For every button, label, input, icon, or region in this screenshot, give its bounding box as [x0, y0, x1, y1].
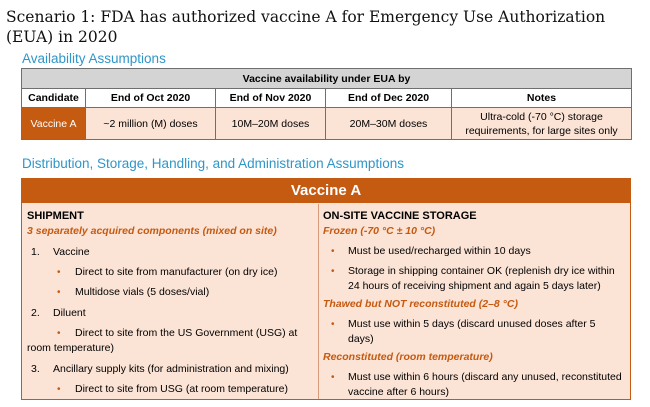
shipment-item-ancillary-kits [27, 362, 312, 377]
bullet-icon: • [331, 319, 335, 330]
item-label: Ancillary supply kits (for administration and mixing) [53, 363, 289, 375]
bullet-text: Direct to site from the US Government (USG) at room temperature) [27, 327, 298, 354]
availability-heading: Availability Assumptions [22, 51, 166, 66]
vaccine-a-box [21, 178, 631, 400]
bullet-text: Multidose vials (5 doses/vial) [75, 286, 210, 298]
bullet-text: Must use within 6 hours (discard any unused, reconstituted vaccine after 6 hours) [348, 371, 622, 398]
storage-title: ON-SITE VACCINE STORAGE [323, 210, 477, 222]
bullet-text: Direct to site from USG (at room temperature) [75, 383, 288, 395]
list-item [323, 264, 624, 294]
table-row [22, 108, 632, 140]
bullet-icon: • [57, 267, 61, 278]
list-item [323, 317, 624, 347]
availability-table [21, 68, 632, 140]
candidate-cell: Vaccine A [22, 108, 86, 140]
column-header-candidate: Candidate [22, 89, 86, 108]
bullet-icon: • [57, 384, 61, 395]
list-item [323, 244, 624, 259]
bullet-icon: • [57, 328, 61, 339]
item-label: Vaccine [53, 246, 90, 258]
column-header-oct: End of Oct 2020 [86, 89, 216, 108]
availability-span-header: Vaccine availability under EUA by [22, 69, 632, 89]
shipment-column [22, 204, 319, 399]
bullet-text: Direct to site from manufacturer (on dry ice) [75, 266, 278, 278]
storage-group-reconstituted: Reconstituted (room temperature) [323, 351, 493, 363]
page-title: Scenario 1: FDA has authorized vaccine A for Emergency Use Authorization (EUA) in 2020 [6, 8, 606, 46]
distribution-heading: Distribution, Storage, Handling, and Administration Assumptions [22, 156, 404, 171]
list-item [27, 265, 312, 280]
notes-cell: Ultra-cold (-70 °C) storage requirements, for large sites only [452, 108, 632, 140]
list-item [27, 326, 312, 356]
column-header-notes: Notes [452, 89, 632, 108]
list-item [323, 370, 624, 400]
bullet-icon: • [57, 287, 61, 298]
shipment-title: SHIPMENT [27, 210, 84, 222]
shipment-subtitle: 3 separately acquired components (mixed on site) [27, 225, 277, 237]
item-label: Diluent [53, 307, 86, 319]
nov-cell: 10M–20M doses [216, 108, 326, 140]
storage-column [319, 204, 630, 399]
item-number: 3. [31, 363, 40, 375]
shipment-item-diluent [27, 306, 312, 321]
column-header-nov: End of Nov 2020 [216, 89, 326, 108]
column-header-dec: End of Dec 2020 [326, 89, 452, 108]
vaccine-a-box-title: Vaccine A [22, 179, 630, 203]
bullet-text: Must be used/recharged within 10 days [348, 245, 531, 257]
bullet-text: Must use within 5 days (discard unused doses after 5 days) [348, 318, 596, 345]
dec-cell: 20M–30M doses [326, 108, 452, 140]
storage-group-thawed: Thawed but NOT reconstituted (2–8 °C) [323, 298, 518, 310]
item-number: 1. [31, 246, 40, 258]
list-item [27, 382, 312, 397]
item-number: 2. [31, 307, 40, 319]
bullet-icon: • [331, 372, 335, 383]
bullet-icon: • [331, 266, 335, 277]
bullet-icon: • [331, 246, 335, 257]
bullet-text: Storage in shipping container OK (replenish dry ice within 24 hours of receiving shipment and again 5 days later) [348, 265, 615, 292]
list-item [27, 285, 312, 300]
storage-group-frozen: Frozen (-70 °C ± 10 °C) [323, 225, 436, 237]
oct-cell: ~2 million (M) doses [86, 108, 216, 140]
shipment-item-vaccine [27, 245, 312, 260]
